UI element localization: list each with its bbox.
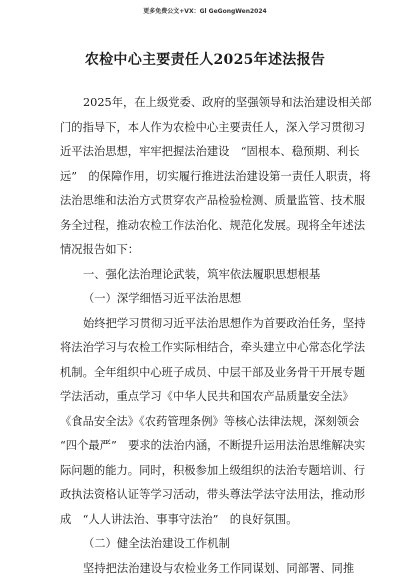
- body-line: 学法活动，重点学习《中华人民共和国农产品质量安全法》: [60, 385, 350, 410]
- section-heading: 一、强化法治理论武装，筑牢依法履职思想根基: [60, 263, 350, 288]
- body-line: 2025年，在上级党委、政府的坚强领导和法治建设相关部: [60, 91, 350, 116]
- section-heading: （二）健全法治建设工作机制: [60, 532, 350, 557]
- body-line: 《食品安全法》《农药管理条例》等核心法律法规，深刻领会: [60, 410, 350, 435]
- document-title: 农检中心主要责任人2025年述法报告: [0, 49, 410, 69]
- body-line: 成 “人人讲法治、事事守法治” 的良好氛围。: [60, 508, 350, 533]
- section-heading: （一）深学细悟习近平法治思想: [60, 287, 350, 312]
- body-line: 远” 的保障作用，切实履行推进法治建设第一责任人职责，将: [60, 165, 350, 190]
- body-line: 情况报告如下：: [60, 238, 350, 263]
- header-note: 更多免费公文+VX：Gl GeGongWen2024: [0, 6, 410, 15]
- body-line: 始终把学习贯彻习近平法治思想作为首要政治任务，坚持: [60, 312, 350, 337]
- body-line: 法治思维和法治方式贯穿农产品检验检测、质量监管、技术服: [60, 189, 350, 214]
- body-line: 机制。全年组织中心班子成员、中层干部及业务骨干开展专题: [60, 361, 350, 386]
- body-line: 际问题的能力。同时，积极参加上级组织的法治专题培训、行: [60, 459, 350, 484]
- body-line: 将法治学习与农检工作实际相结合，牵头建立中心常态化学法: [60, 336, 350, 361]
- body-line: 门的指导下，本人作为农检中心主要责任人，深入学习贯彻习: [60, 116, 350, 141]
- document-body: [60, 91, 350, 581]
- body-line: 务全过程，推动农检工作法治化、规范化发展。现将全年述法: [60, 214, 350, 239]
- body-line: 政执法资格认证等学习活动，带头尊法学法守法用法，推动形: [60, 483, 350, 508]
- body-line: 近平法治思想，牢牢把握法治建设 “固根本、稳预期、利长: [60, 140, 350, 165]
- body-line: 坚持把法治建设与农检业务工作同谋划、同部署、同推: [60, 557, 350, 581]
- body-line: “四个最严” 要求的法治内涵，不断提升运用法治思维解决实: [60, 434, 350, 459]
